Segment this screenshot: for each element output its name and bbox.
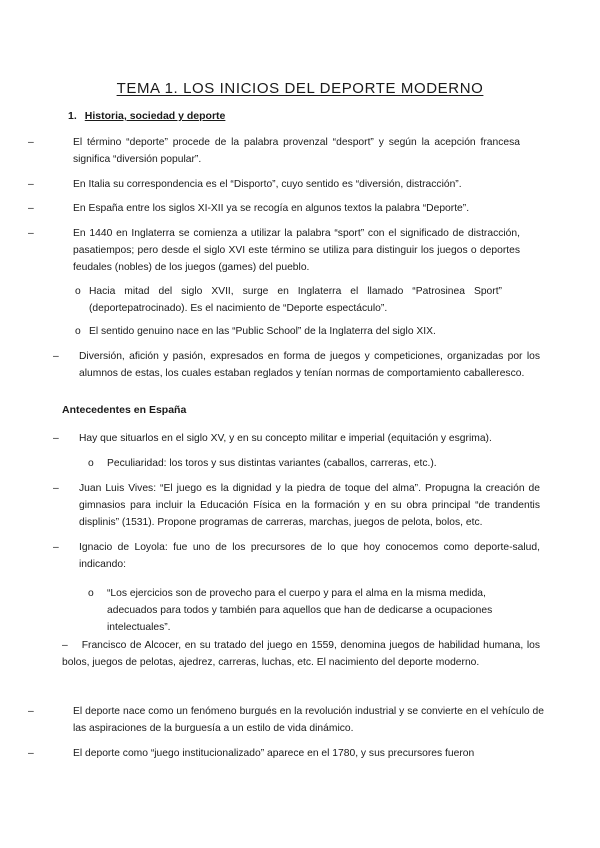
list-item — [28, 176, 520, 193]
list-item — [53, 430, 529, 447]
item-text: En Italia su correspondencia es el “Disporto”, cuyo sentido es “diversión, distracción”. — [73, 179, 462, 190]
dash-marker: – — [53, 351, 59, 362]
dash-marker: – — [28, 706, 34, 717]
dash-marker: – — [28, 748, 34, 759]
list-item — [28, 134, 520, 168]
item-text: Ignacio de Loyola: fue uno de los precursores de lo que hoy conocemos como deporte-salud, indicando: — [79, 542, 540, 570]
dash-marker: – — [62, 640, 68, 651]
item-text: El sentido genuino nace en las “Public School” de la Inglaterra del siglo XIX. — [89, 326, 436, 337]
list-item — [62, 637, 540, 671]
dash-marker: – — [28, 179, 34, 190]
section-heading-text: Historia, sociedad y deporte — [84, 110, 226, 122]
dash-marker: – — [53, 483, 59, 494]
item-text: Hacia mitad del siglo XVII, surge en Inglaterra el llamado “Patrosinea Sport” (deportepatrocinado). Es el nacimiento de “Deporte espectáculo”. — [89, 286, 502, 314]
dash-marker: – — [53, 433, 59, 444]
item-text: El deporte nace como un fenómeno burgués en la revolución industrial y se convierte en el vehículo de las aspiraciones de la burguesía a un estilo de vida dinámico. — [73, 706, 544, 734]
bullet-marker: o — [88, 458, 94, 469]
bullet-marker: o — [75, 286, 81, 297]
section-number: 1. — [68, 110, 77, 122]
section-heading-antecedentes: Antecedentes en España — [62, 404, 187, 416]
list-item — [28, 225, 520, 276]
dash-marker: – — [28, 228, 34, 239]
item-text: Diversión, afición y pasión, expresados en forma de juegos y competiciones, organizadas por los alumnos de estas, los cuales estaban reglados y tenían normas de comportamiento caballeresco. — [79, 351, 540, 379]
item-text: El deporte como “juego institucionalizado” aparece en el 1780, y sus precursores fueron — [73, 748, 475, 759]
list-item — [28, 703, 544, 737]
section-heading-historia — [68, 110, 225, 122]
list-item — [28, 745, 544, 762]
item-text: Hay que situarlos en el siglo XV, y en su concepto militar e imperial (equitación y esgrima). — [79, 433, 492, 444]
quote-item — [88, 585, 507, 636]
page-title: TEMA 1. LOS INICIOS DEL DEPORTE MODERNO — [116, 80, 484, 97]
item-text: Juan Luis Vives: “El juego es la dignidad y la piedra de toque del alma”. Propugna la creación de gimnasios para incluir la Educación Física en la formación y en su obra principal “de trandentis displinis” (1531). Propone programas de carreras, marchas, juegos de pelota, bolos, etc. — [79, 483, 540, 528]
list-item-sub — [88, 455, 527, 472]
dash-marker: – — [28, 203, 34, 214]
item-text: El término “deporte” procede de la palabra provenzal “desport” y según la acepción francesa significa “diversión popular”. — [73, 137, 520, 165]
list-item — [28, 200, 520, 217]
list-item — [53, 539, 540, 573]
item-text: “Los ejercicios son de provecho para el cuerpo y para el alma en la misma medida, adecuados para todos y también para aquellos que han de dedicarse a ocupaciones intelectuales”. — [107, 588, 493, 633]
list-item — [53, 348, 540, 382]
item-text: Francisco de Alcocer, en su tratado del juego en 1559, denomina juegos de habilidad humana, los bolos, juegos de pelotas, ajedrez, carreras, luchas, etc. El nacimiento del deporte moderno. — [62, 640, 540, 668]
bullet-marker: o — [88, 588, 94, 599]
item-text: Peculiaridad: los toros y sus distintas variantes (caballos, carreras, etc.). — [107, 458, 437, 469]
list-item-sub — [75, 323, 502, 340]
dash-marker: – — [53, 542, 59, 553]
item-text: En 1440 en Inglaterra se comienza a utilizar la palabra “sport” con el significado de distracción, pasatiempos; pero desde el siglo XVI este término se utiliza para distinguir los juegos o deportes feudales (nobles) de los juegos (games) del pueblo. — [73, 228, 520, 273]
list-item — [53, 480, 540, 531]
list-item-sub — [75, 283, 502, 317]
dash-marker: – — [28, 137, 34, 148]
bullet-marker: o — [75, 326, 81, 337]
item-text: En España entre los siglos XI-XII ya se recogía en algunos textos la palabra “Deporte”. — [73, 203, 470, 214]
